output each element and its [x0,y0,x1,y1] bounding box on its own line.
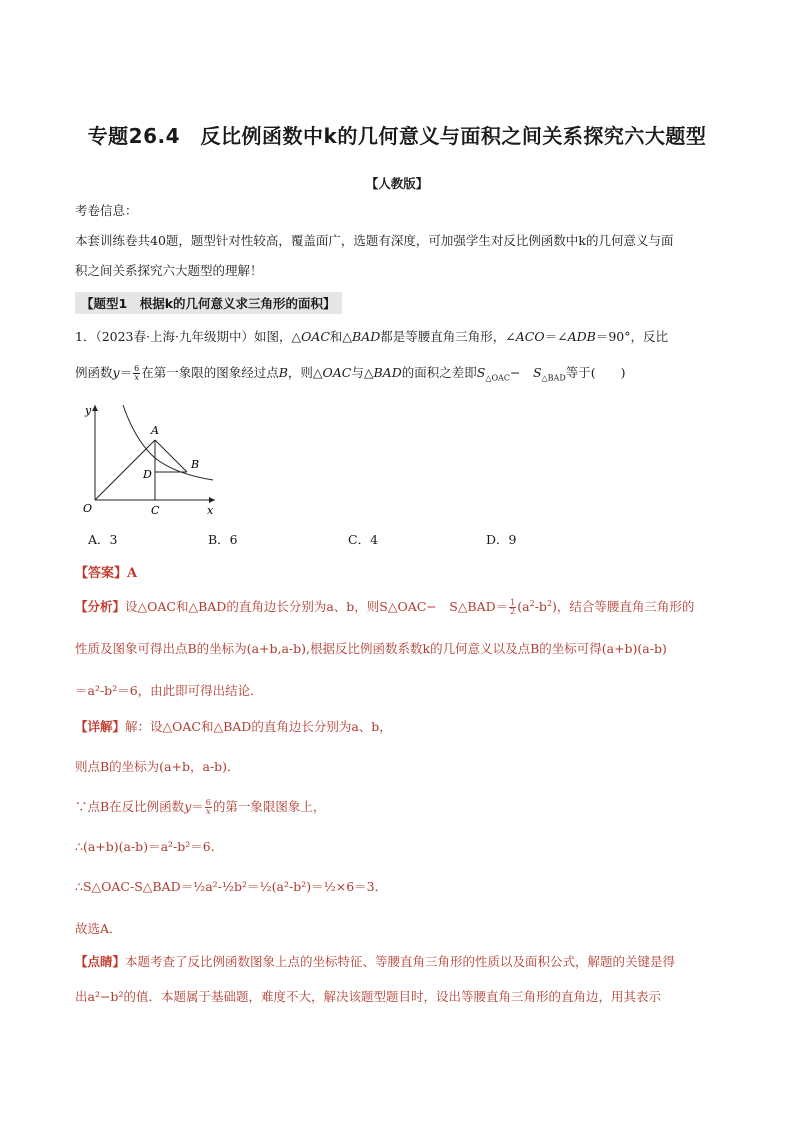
detail-line-2: 则点B的坐标为(a+b，a-b)． [75,759,240,774]
question-line-2: 例函数y＝ $\frac{6}{x}$ 在第一象限的图象经过点B，则△OAC与△BAD的面积之差即$S_{\triangle OAC}-$ $S_{\triangle BAD}$等于( ) [75,364,626,383]
detail-line-1: 【详解】解：设△OAC和△BAD的直角边长分别为a、b， [75,719,392,734]
exam-info-line-1: 本套训练卷共40题，题型针对性较高，覆盖面广，选题有深度，可加强学生对反比例函数中k的几何意义与面 [75,233,674,248]
y-axis-arrow [92,405,98,411]
detail-line-3: ∵点B在反比例函数y＝ $\frac{6}{x}$ 的第一象限图象上， [75,798,326,816]
detail-line-5: ∴S△OAC-S△BAD＝½a²-½b²＝½(a²-b²)＝½×6＝3． [75,879,388,894]
comment-line-1: 【点睛】本题考查了反比例函数图象上点的坐标特征、等腰直角三角形的性质以及面积公式，解题的关键是得 [75,954,676,969]
option-a: A．3 [88,532,118,547]
comment-line-2: 出a²−b²的值．本题属于基础题，难度不大，解决该题型题目时，设出等腰直角三角形的直角边，用其表示 [75,989,661,1004]
option-d: D．9 [486,532,517,547]
analysis-line-2: 性质及图象可得出点B的坐标为(a+b,a-b),根据反比例函数系数k的几何意义以及点B的坐标可得(a+b)(a-b) [75,641,667,656]
hyperbola-curve [123,405,213,480]
ab-segment [155,440,187,472]
analysis-line-1: 【分析】设△OAC和△BAD的直角边长分别为a、b，则S△OAC− S△BAD＝ $\frac{1}{2}$ $(a^2-b^2)$，结合等腰直角三角形的 [75,598,695,616]
option-b: B．6 [208,532,238,547]
fraction: $\frac{6}{x}$ [134,364,140,382]
edition-label: 【人教版】 [365,176,429,191]
exam-info-line-2: 积之间关系探究六大题型的理解！ [75,263,263,278]
x-axis-arrow [209,497,215,503]
exam-info-label: 考卷信息： [75,203,138,218]
label-y: y [85,404,92,417]
option-c: C．4 [348,532,379,547]
detail-line-6: 故选A． [75,921,122,936]
geometry-figure [75,400,225,518]
label-d: D [143,468,152,481]
label-x: x [207,504,214,517]
question-line-1: 1．（2023春·上海·九年级期中）如图，△OAC和△BAD都是等腰直角三角形，∠ACO＝∠ADB＝90°，反比 [75,329,669,344]
label-c: C [151,504,160,517]
label-a: A [151,424,159,437]
page-title: 专题26.4 反比例函数中k的几何意义与面积之间关系探究六大题型 [87,124,707,148]
answer: 【答案】A [75,566,138,581]
label-b: B [191,458,200,471]
detail-line-4: ∴(a+b)(a-b)＝a²-b²＝6． [75,839,224,854]
label-o: O [83,502,93,515]
section-heading: 【题型1 根据k的几何意义求三角形的面积】 [75,292,342,314]
analysis-line-3: ＝a²-b²＝6，由此即可得出结论． [75,683,263,698]
